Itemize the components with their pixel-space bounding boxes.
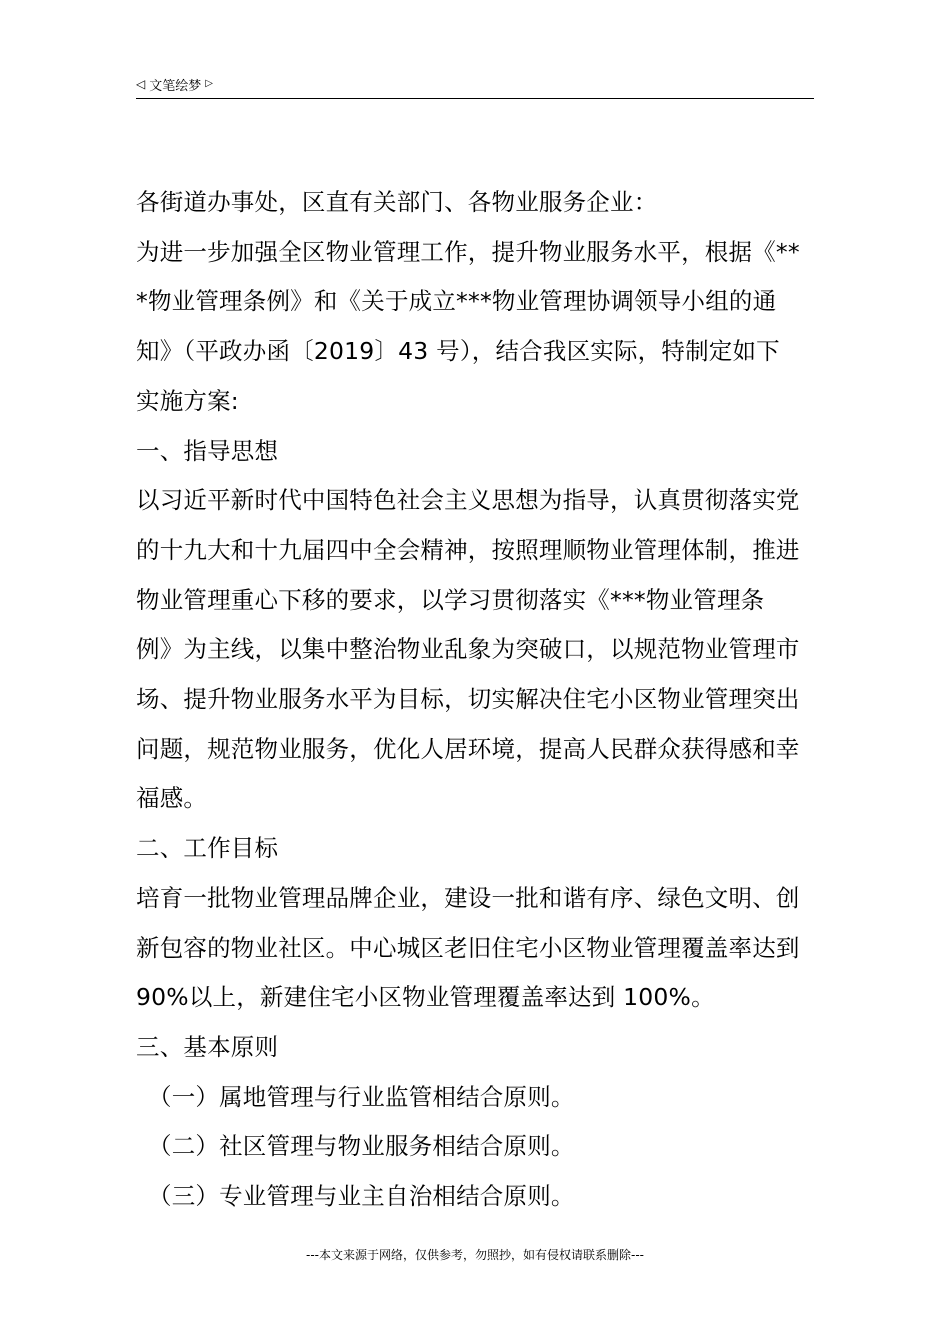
goals-line-2: 新包容的物业社区。中心城区老旧住宅小区物业管理覆盖率达到 — [136, 933, 800, 962]
document-body — [136, 178, 826, 1222]
section-heading-basic-principles: 三、基本原则 — [136, 1032, 279, 1061]
guiding-line-1: 以习近平新时代中国特色社会主义思想为指导，认真贯彻落实党 — [136, 486, 800, 515]
intro-line-1: 为进一步加强全区物业管理工作，提升物业服务水平，根据《** — [136, 237, 800, 266]
principle-item-1: （一）属地管理与行业监管相结合原则。 — [148, 1082, 575, 1111]
intro-line-4: 实施方案: — [136, 386, 239, 415]
intro-line-3: 知》（平政办函〔2019〕43 号），结合我区实际，特制定如下 — [136, 337, 780, 366]
section-heading-work-goals: 二、工作目标 — [136, 834, 279, 863]
page-header — [136, 74, 814, 99]
principle-item-2: （二）社区管理与物业服务相结合原则。 — [148, 1132, 575, 1161]
guiding-line-7: 福感。 — [136, 784, 208, 813]
intro-line-2: *物业管理条例》和《关于成立***物业管理协调领导小组的通 — [136, 287, 777, 316]
goals-line-3: 90%以上，新建住宅小区物业管理覆盖率达到 100%。 — [136, 983, 715, 1012]
principle-item-3: （三）专业管理与业主自治相结合原则。 — [148, 1182, 575, 1211]
guiding-line-6: 问题，规范物业服务，优化人居环境，提高人民群众获得感和幸 — [136, 734, 800, 763]
guiding-line-4: 例》为主线，以集中整治物业乱象为突破口，以规范物业管理市 — [136, 635, 800, 664]
header-title: 文笔绘梦 — [149, 79, 202, 94]
guiding-line-2: 的十九大和十九届四中全会精神，按照理顺物业管理体制，推进 — [136, 535, 800, 564]
triangle-left-icon: ◁ — [136, 77, 146, 91]
section-heading-guiding-thought: 一、指导思想 — [136, 436, 279, 465]
guiding-line-5: 场、提升物业服务水平为目标，切实解决住宅小区物业管理突出 — [136, 685, 800, 714]
guiding-line-3: 物业管理重心下移的要求，以学习贯彻落实《***物业管理条 — [136, 585, 765, 614]
salutation-line: 各街道办事处，区直有关部门、各物业服务企业： — [136, 188, 658, 216]
goals-line-1: 培育一批物业管理品牌企业，建设一批和谐有序、绿色文明、创 — [136, 883, 800, 912]
page-footer-disclaimer: ---本文来源于网络，仅供参考，勿照抄，如有侵权请联系删除--- — [306, 1248, 644, 1262]
triangle-right-icon: ▷ — [205, 78, 213, 89]
